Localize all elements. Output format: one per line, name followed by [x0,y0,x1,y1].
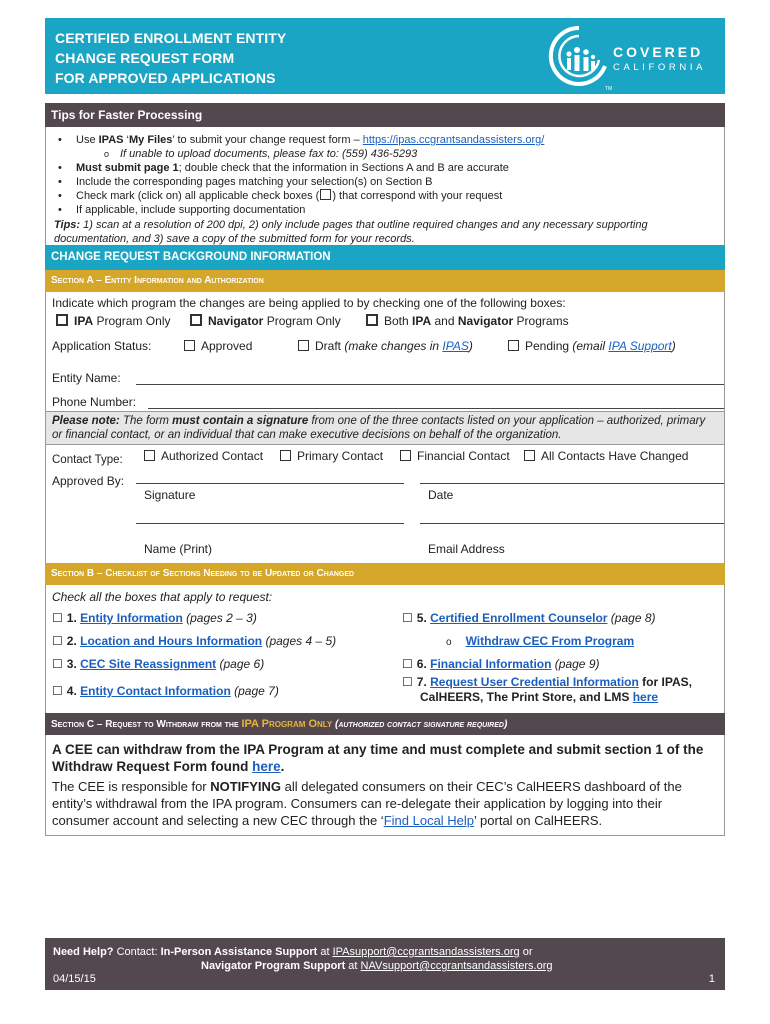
name-email-labels [52,541,718,563]
section-a [45,292,725,411]
financial-contact-checkbox[interactable] [400,450,411,461]
withdraw-form-here-link[interactable]: here [252,759,281,774]
ipa-only-checkbox[interactable] [56,314,68,326]
approved-by-label: Approved By: [52,474,125,488]
page-number: 1 [708,973,715,985]
signature-note: Please note: The form must contain a signature from one of the three contacts listed on your application – authorized, primary or financial contact, or an individual that can make executive decisions on behalf of the organization. [45,411,725,445]
tips-note: Tips: 1) scan at a resolution of 200 dpi, 2) only include pages that outline required changes and any necessary supporting documentation, and 3) save a copy of the submitted form for your records. [54,219,648,245]
user-credential-link[interactable]: Request User Credential Information [430,675,639,689]
footer-help-line: Need Help? Contact: In-Person Assistance Support at IPAsupport@ccgrantsandassisters.org or [53,946,533,958]
pending-checkbox[interactable] [508,340,519,351]
checkbox-icon[interactable]: ☐ [52,657,63,671]
withdraw-cec-link[interactable]: Withdraw CEC From Program [465,634,635,648]
logo-word-covered: COVERED [613,44,704,60]
covered-california-logo [547,20,707,92]
title-line-1: CERTIFIED ENROLLMENT ENTITY [55,30,287,46]
phone-number-label: Phone Number: [52,395,137,409]
tip-item-docs: • If applicable, include supporting documentation [54,203,718,217]
circle-bullet-icon: o [446,637,452,648]
ipa-support-link[interactable]: IPA Support [608,339,672,353]
phone-number-row [52,389,718,411]
tip-item-ipas: • Use IPAS ‘My Files’ to submit your change request form – https://ipas.ccgrantsandassisters.org/ [54,133,718,147]
credential-here-link[interactable]: here [632,690,659,704]
section-b-heading: Section B – Checklist of Sections Needing to be Updated or Changed [45,563,725,585]
logo-people-icon [547,20,611,92]
navigator-only-checkbox[interactable] [190,314,202,326]
section-a-contacts [45,445,725,563]
checkbox-icon[interactable]: ☐ [52,611,63,625]
footer-nav-line: Navigator Program Support at NAVsupport@ccgrantsandassisters.org [201,960,553,972]
withdraw-body: The CEE is responsible for NOTIFYING all delegated consumers on their CEC’s CalHEERS dashboard of the entity’s withdrawal from the IPA program. Consumers can re-delegate their application by logging into their consumer account and selecting a new CEC through the ‘Find Local Help’ portal on CalHEERS. [52,779,682,828]
logo-word-california: CALIFORNIA [613,62,707,73]
footer [45,938,725,990]
entity-name-field[interactable] [136,384,724,385]
tips-box [45,127,725,245]
checkbox-icon[interactable]: ☐ [52,634,63,648]
entity-name-label: Entity Name: [52,371,121,385]
form-page [45,18,725,836]
approved-by-block [52,471,718,541]
contact-all-changed[interactable]: All Contacts Have Changed [524,442,688,470]
checkbox-icon[interactable]: ☐ [402,675,413,689]
checklist-item-3[interactable]: ☐ 3. CEC Site Reassignment (page 6) [52,657,265,671]
title-line-3: FOR APPROVED APPLICATIONS [55,70,276,86]
cec-site-reassignment-link[interactable]: CEC Site Reassignment [80,657,217,671]
ipa-support-email-link[interactable]: IPAsupport@ccgrantsandassisters.org [332,946,520,958]
form-header [45,18,725,94]
tips-heading: Tips for Faster Processing [45,103,725,127]
tip-item-pages: • Include the corresponding pages matching your selection(s) on Section B [54,175,718,189]
form-title [55,28,286,88]
draft-checkbox[interactable] [298,340,309,351]
section-c-heading: Section C – Request to Withdraw from the IPA Program Only (authorized contact signature required) [45,713,725,735]
footer-date: 04/15/15 [53,973,96,985]
contact-type-row [52,445,718,471]
cec-link[interactable]: Certified Enrollment Counselor [430,611,608,625]
checkbox-icon[interactable]: ☐ [402,657,413,671]
checkbox-icon [320,189,331,200]
option-both[interactable]: Both IPA and Navigator Programs [366,311,569,331]
section-c [45,735,725,836]
section-a-heading: Section A – Entity Information and Authorization [45,270,725,292]
checklist-item-7[interactable]: ☐ 7. Request User Credential Information for IPAS, CalHEERS, The Print Store, and LMS here [402,675,692,704]
financial-information-link[interactable]: Financial Information [430,657,552,671]
tip-item-page1: • Must submit page 1; double check that the information in Sections A and B are accurate [54,161,718,175]
background-info-heading: CHANGE REQUEST BACKGROUND INFORMATION [45,245,725,270]
entity-name-row [52,361,718,389]
withdraw-statement: A CEE can withdraw from the IPA Program at any time and must complete and submit section 1 of the Withdraw Request Form found here. [52,742,704,774]
application-status-row [52,331,718,361]
ipas-status-link[interactable]: IPAS [442,339,469,353]
section-b-intro: Check all the boxes that apply to request: [52,590,273,604]
email-address-label: Email Address [428,542,505,556]
application-status-label: Application Status: [52,339,152,353]
checklist-item-5[interactable]: ☐ 5. Certified Enrollment Counselor (page 8) [402,611,656,625]
contact-financial[interactable]: Financial Contact [400,442,510,470]
approved-checkbox[interactable] [184,340,195,351]
email-address-field[interactable] [420,523,724,524]
phone-number-field[interactable] [148,408,724,409]
logo-trademark: TM [605,86,613,92]
date-label: Date [428,488,454,502]
entity-contact-link[interactable]: Entity Contact Information [80,684,231,698]
program-options [52,311,718,331]
status-draft[interactable]: Draft (make changes in IPAS) [298,331,473,361]
find-local-help-link[interactable]: Find Local Help [383,813,475,828]
both-programs-checkbox[interactable] [366,314,378,326]
nav-support-email-link[interactable]: NAVsupport@ccgrantsandassisters.org [360,960,553,972]
checklist-item-2[interactable]: ☐ 2. Location and Hours Information (pages 4 – 5) [52,634,337,648]
contact-primary[interactable]: Primary Contact [280,442,383,470]
location-hours-link[interactable]: Location and Hours Information [80,634,263,648]
authorized-contact-checkbox[interactable] [144,450,155,461]
status-pending[interactable]: Pending (email IPA Support) [508,331,676,361]
checklist-item-4[interactable]: ☐ 4. Entity Contact Information (page 7) [52,684,279,698]
section-a-intro: Indicate which program the changes are being applied to by checking one of the following boxes: [52,296,566,310]
option-navigator-only[interactable]: Navigator Program Only [190,311,341,331]
checklist-item-6[interactable]: ☐ 6. Financial Information (page 9) [402,657,600,671]
primary-contact-checkbox[interactable] [280,450,291,461]
entity-information-link[interactable]: Entity Information [80,611,183,625]
date-field[interactable] [420,483,724,484]
name-print-label: Name (Print) [144,542,213,556]
checkbox-icon[interactable]: ☐ [52,684,63,698]
checkbox-icon[interactable]: ☐ [402,611,413,625]
name-print-field[interactable] [136,523,404,524]
checklist-item-1[interactable]: ☐ 1. Entity Information (pages 2 – 3) [52,611,257,625]
tip-item-checkmark: • Check mark (click on) all applicable check boxes ( ) that correspond with your request [54,189,718,203]
ipas-link[interactable]: https://ipas.ccgrantsandassisters.org/ [362,134,545,146]
contact-type-label: Contact Type: [52,454,123,466]
title-line-2: CHANGE REQUEST FORM [55,50,235,66]
checklist-item-5-sub[interactable] [446,630,634,653]
signature-field[interactable] [136,483,404,484]
tip-sub-fax: o If unable to upload documents, please fax to: (559) 436-5293 [54,147,718,161]
all-contacts-checkbox[interactable] [524,450,535,461]
status-approved[interactable]: Approved [184,331,252,361]
signature-label: Signature [144,488,196,502]
contact-authorized[interactable]: Authorized Contact [144,442,263,470]
section-b [45,585,725,713]
option-ipa-only[interactable]: IPA Program Only [56,311,170,331]
